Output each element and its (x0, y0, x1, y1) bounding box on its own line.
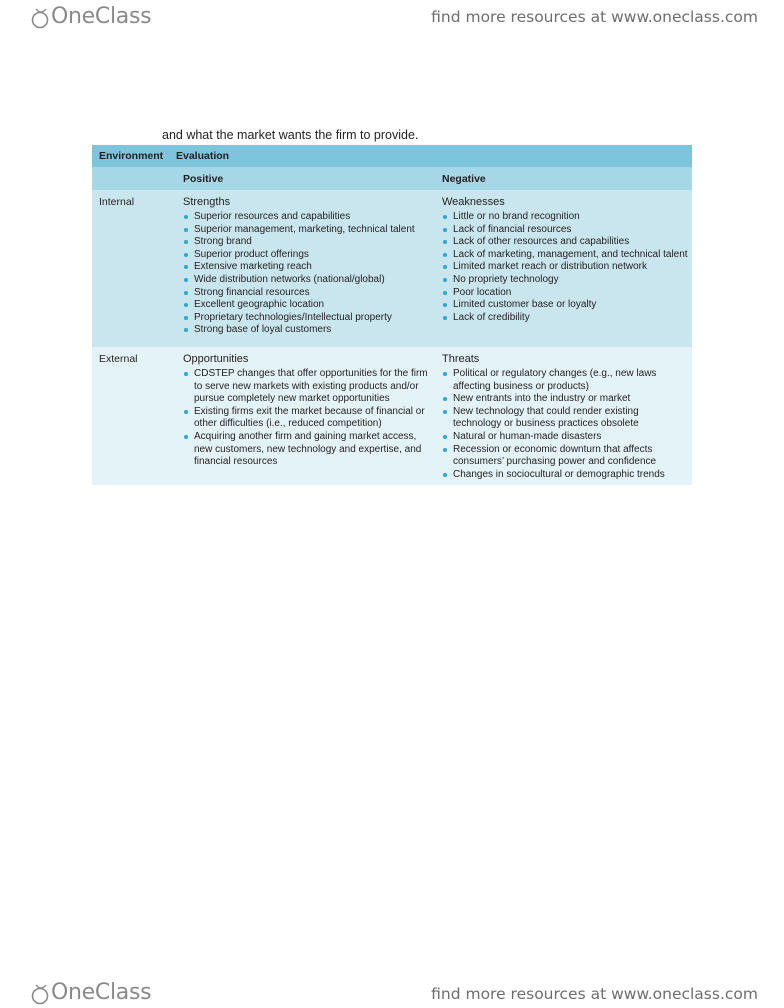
bullet-icon (184, 215, 188, 219)
list-item-text: Strong financial resources (194, 286, 310, 298)
bullet-icon (184, 316, 188, 320)
bullet-icon (184, 278, 188, 282)
list-item (183, 312, 431, 325)
list-item (442, 211, 688, 224)
list-item (183, 324, 431, 337)
swot-table (92, 145, 692, 485)
brand-name: OneClass (51, 980, 152, 1005)
bullet-icon (184, 265, 188, 269)
list-item-text: New entrants into the industry or market (453, 393, 631, 405)
list-item (442, 444, 688, 469)
bullet-icon (443, 291, 447, 295)
bullet-icon (443, 240, 447, 244)
list-item (183, 261, 431, 274)
list-item-text: Superior management, marketing, technical talent (194, 223, 415, 235)
list-item-text: Natural or human-made disasters (453, 430, 602, 442)
list-item-text: Extensive marketing reach (194, 261, 312, 273)
list-item (442, 261, 688, 274)
intro-text: and what the market wants the firm to provide. (162, 128, 419, 142)
oneclass-logo-top[interactable] (30, 4, 151, 29)
list-item-text: Lack of financial resources (453, 223, 572, 235)
list-item-text: Lack of marketing, management, and technical talent (453, 248, 688, 260)
weaknesses-title: Weaknesses (442, 196, 505, 208)
list-item-text: Strong brand (194, 236, 252, 248)
threats-cell (435, 347, 692, 485)
list-item (442, 393, 688, 406)
bullet-icon (443, 397, 447, 401)
opportunities-list (183, 368, 431, 469)
oneclass-logo-bottom[interactable] (30, 980, 151, 1005)
list-item (183, 431, 431, 469)
opportunities-title: Opportunities (183, 353, 249, 365)
list-item (183, 224, 431, 237)
oneclass-o-icon (30, 7, 50, 29)
list-item (442, 249, 688, 262)
environment-internal: Internal (99, 196, 135, 208)
list-item-text: Strong base of loyal customers (194, 324, 332, 336)
strengths-list (183, 211, 431, 337)
list-item-text: Limited customer base or loyalty (453, 299, 597, 311)
list-item (442, 469, 688, 482)
table-subheader-row (92, 167, 692, 190)
list-item (442, 406, 688, 431)
bullet-icon (443, 278, 447, 282)
table-row-internal (92, 190, 692, 347)
promo-link-top[interactable]: find more resources at www.oneclass.com (431, 8, 758, 26)
threats-title: Threats (442, 353, 480, 365)
list-item-text: Excellent geographic location (194, 299, 325, 311)
list-item-text: Lack of credibility (453, 311, 530, 323)
list-item-text: Recession or economic downturn that affects consumers’ purchasing power and confidence (453, 443, 657, 468)
bullet-icon (184, 410, 188, 414)
list-item (183, 249, 431, 262)
opportunities-cell (176, 347, 435, 485)
bullet-icon (184, 228, 188, 232)
bullet-icon (443, 473, 447, 477)
list-item-text: Superior resources and capabilities (194, 211, 351, 222)
strengths-cell (176, 190, 435, 347)
list-item-text: Changes in sociocultural or demographic trends (453, 468, 665, 480)
list-item (183, 274, 431, 287)
bullet-icon (184, 303, 188, 307)
bullet-icon (184, 435, 188, 439)
list-item-text: CDSTEP changes that offer opportunities for the firm to serve new markets with existing products and/or pursue completely new market opportunities (194, 368, 428, 405)
bullet-icon (184, 372, 188, 376)
oneclass-o-icon (30, 983, 50, 1005)
list-item (442, 287, 688, 300)
list-item-text: No propriety technology (453, 273, 559, 285)
header-evaluation: Evaluation (176, 145, 692, 167)
bullet-icon (443, 265, 447, 269)
environment-external: External (99, 353, 138, 365)
list-item (183, 236, 431, 249)
bullet-icon (443, 448, 447, 452)
bullet-icon (443, 372, 447, 376)
table-row-external (92, 347, 692, 485)
bullet-icon (184, 240, 188, 244)
list-item (183, 287, 431, 300)
bullet-icon (184, 328, 188, 332)
bullet-icon (443, 316, 447, 320)
weaknesses-list (442, 211, 688, 324)
weaknesses-cell (435, 190, 692, 347)
list-item-text: New technology that could render existing technology or business practices obsolete (453, 405, 639, 430)
list-item-text: Political or regulatory changes (e.g., new laws affecting business or products) (453, 368, 657, 392)
bullet-icon (443, 410, 447, 414)
list-item (442, 224, 688, 237)
list-item-text: Little or no brand recognition (453, 211, 580, 222)
list-item (183, 299, 431, 312)
list-item-text: Acquiring another firm and gaining market access, new customers, new technology and expertise, and financial resources (194, 430, 422, 468)
list-item-text: Lack of other resources and capabilities (453, 236, 630, 248)
list-item (183, 406, 431, 431)
list-item (442, 299, 688, 312)
bullet-icon (184, 253, 188, 257)
list-item (442, 431, 688, 444)
list-item (442, 368, 688, 393)
strengths-title: Strengths (183, 196, 231, 208)
header-environment: Environment (92, 145, 176, 167)
bullet-icon (443, 228, 447, 232)
list-item-text: Proprietary technologies/Intellectual property (194, 311, 392, 323)
threats-list (442, 368, 688, 481)
table-header-row (92, 145, 692, 167)
bullet-icon (443, 435, 447, 439)
list-item (183, 368, 431, 406)
bullet-icon (443, 215, 447, 219)
list-item (442, 236, 688, 249)
list-item (442, 274, 688, 287)
list-item-text: Existing firms exit the market because of financial or other difficulties (i.e., reduced competition) (194, 405, 425, 430)
brand-name: OneClass (51, 4, 152, 29)
bullet-icon (443, 303, 447, 307)
list-item (183, 211, 431, 224)
bullet-icon (443, 253, 447, 257)
list-item-text: Poor location (453, 286, 512, 298)
bullet-icon (184, 291, 188, 295)
header-positive: Positive (183, 172, 224, 185)
list-item-text: Superior product offerings (194, 248, 309, 260)
list-item (442, 312, 688, 325)
header-negative: Negative (442, 172, 486, 185)
promo-link-bottom[interactable]: find more resources at www.oneclass.com (431, 985, 758, 1003)
list-item-text: Limited market reach or distribution network (453, 261, 647, 273)
list-item-text: Wide distribution networks (national/global) (194, 273, 385, 285)
